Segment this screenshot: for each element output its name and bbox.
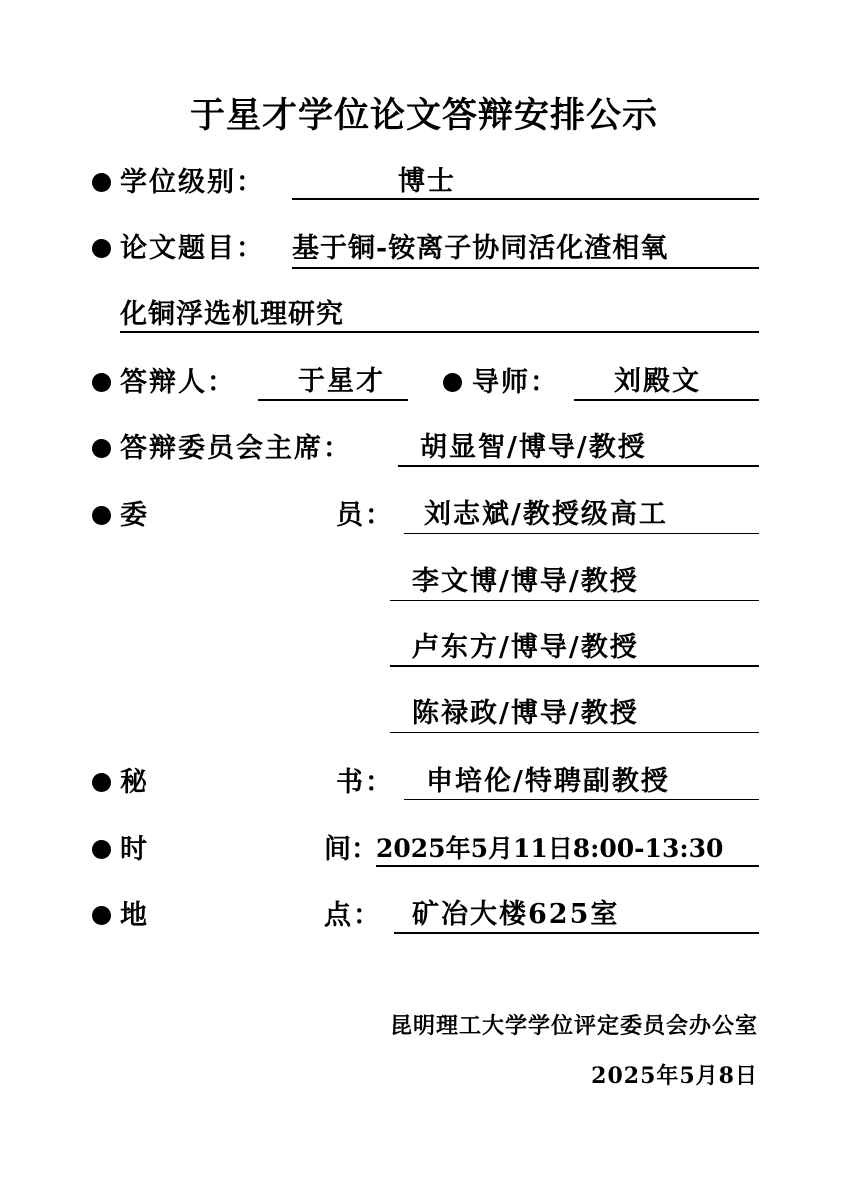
secretary-value-text: 申培伦/特聘副教授	[426, 766, 670, 797]
members-label-left: 委	[120, 500, 149, 531]
member-1	[404, 497, 759, 534]
member-2	[390, 564, 759, 601]
bullet-icon	[443, 373, 462, 392]
bullet-icon	[92, 373, 111, 392]
defender-value-text: 于星才	[298, 366, 385, 397]
bullet-icon	[92, 906, 111, 925]
chair-label: 答辩委员会主席：	[120, 433, 352, 464]
member-1-text: 刘志斌/教授级高工	[424, 499, 668, 530]
member-4	[390, 696, 759, 733]
bullet-icon	[92, 173, 111, 192]
advisor-label: 导师：	[472, 367, 559, 398]
defender-value	[258, 364, 408, 401]
degree-value-text: 博士	[398, 166, 456, 197]
time-value-text: 2025年5月11日8:00-13:30	[376, 834, 724, 863]
thesis-title-line2-text: 化铜浮选机理研究	[120, 299, 344, 330]
chair-value	[398, 430, 759, 467]
secretary-label-right: 书：	[336, 767, 394, 798]
time-value	[376, 831, 759, 867]
chair-value-text: 胡显智/博导/教授	[420, 432, 647, 463]
member-4-text: 陈禄政/博导/教授	[412, 698, 639, 729]
thesis-title-line2	[120, 297, 759, 333]
member-2-text: 李文博/博导/教授	[412, 566, 639, 597]
advisor-value-text: 刘殿文	[614, 366, 701, 397]
place-label-right: 点：	[324, 900, 382, 931]
advisor-value	[574, 364, 759, 401]
degree-value	[292, 164, 759, 200]
place-value	[394, 897, 759, 934]
degree-label: 学位级别：	[120, 167, 265, 198]
time-label-left: 时	[120, 834, 149, 865]
bullet-icon	[92, 239, 111, 258]
bullet-icon	[92, 773, 111, 792]
thesis-label: 论文题目：	[120, 233, 265, 264]
secretary-label-left: 秘	[120, 767, 149, 798]
thesis-title-line1-text: 基于铜-铵离子协同活化渣相氧	[292, 233, 669, 264]
member-3	[390, 630, 759, 667]
secretary-value	[404, 764, 759, 800]
place-value-text: 矿冶大楼625室	[412, 899, 620, 930]
issuing-office: 昆明理工大学学位评定委员会办公室	[389, 1013, 758, 1039]
place-label-left: 地	[120, 900, 149, 931]
bullet-icon	[92, 439, 111, 458]
bullet-icon	[92, 840, 111, 859]
page-title: 于星才学位论文答辩安排公示	[189, 96, 658, 136]
issue-date: 2025年5月8日	[591, 1063, 758, 1089]
members-label-right: 员：	[336, 500, 394, 531]
member-3-text: 卢东方/博导/教授	[412, 632, 639, 663]
time-label-right: 间：	[324, 834, 378, 865]
thesis-title-line1	[292, 231, 759, 269]
defender-label: 答辩人：	[120, 367, 236, 398]
bullet-icon	[92, 506, 111, 525]
